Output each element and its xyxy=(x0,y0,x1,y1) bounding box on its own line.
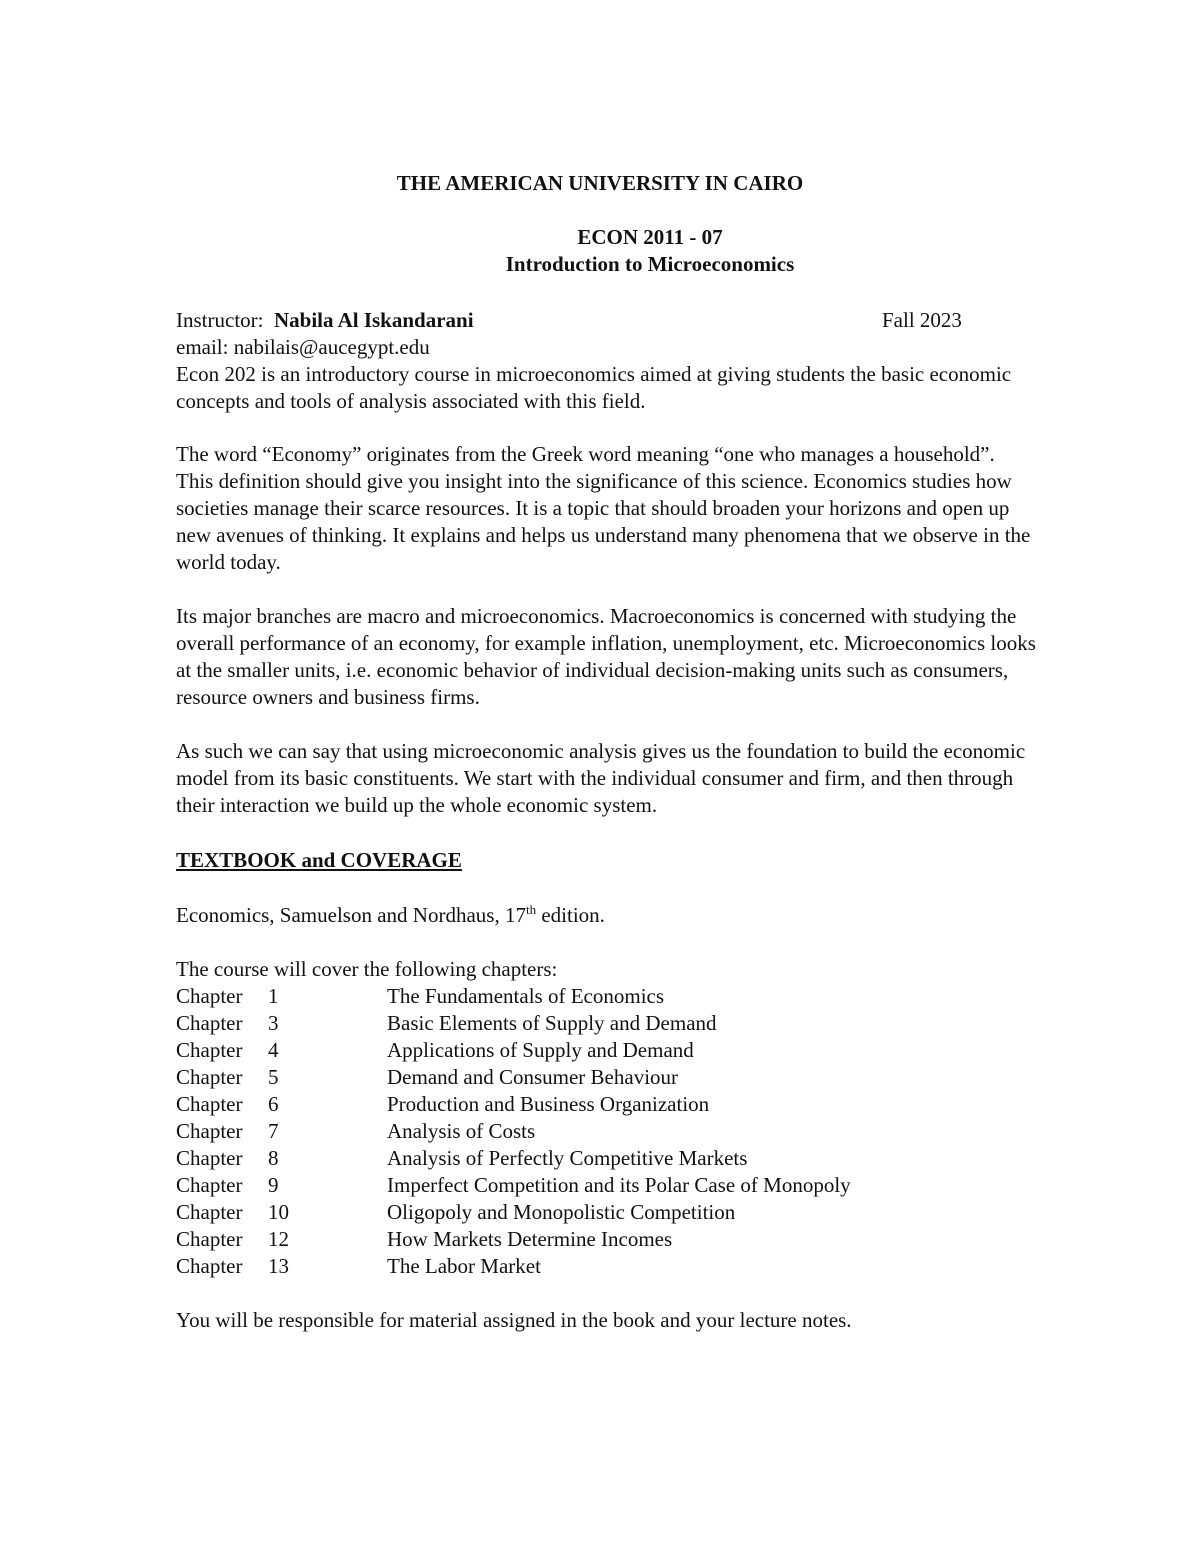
chapter-label: Chapter xyxy=(176,1092,243,1116)
chapter-number: 8 xyxy=(268,1146,279,1170)
intro-text: Econ 202 is an introductory course in microeconomics aimed at giving students the basic economic concepts and tools of analysis associated with this field. xyxy=(176,362,1012,413)
foundation-text: As such we can say that using microeconomic analysis gives us the foundation to build the economic model from its basic constituents. We start with the individual consumer and firm, and then through their interaction we build up the whole economic system. xyxy=(176,739,1026,817)
chapter-label: Chapter xyxy=(176,1119,243,1143)
chapter-title: Demand and Consumer Behaviour xyxy=(387,1065,679,1089)
chapter-number: 13 xyxy=(268,1254,289,1278)
instructor-label: Instructor: xyxy=(176,308,264,332)
chapter-row xyxy=(176,1037,1076,1064)
instructor-line xyxy=(176,307,474,334)
chapter-title: Applications of Supply and Demand xyxy=(387,1038,694,1062)
chapter-label: Chapter xyxy=(176,1227,243,1251)
chapter-label: Chapter xyxy=(176,1011,243,1035)
chapter-row xyxy=(176,1253,1076,1280)
economy-text: The word “Economy” originates from the Greek word meaning “one who manages a household”. This definition should give you insight into the significance of this science. Economics studies how societies manage their scarce resources. It is a topic that should broaden your horizons and open up new avenues of thinking. It explains and helps us understand many phenomena that we observe in the world today. xyxy=(176,442,1031,574)
branches-paragraph xyxy=(176,603,1036,711)
textbook-edition-sup: th xyxy=(525,902,537,917)
chapter-title: Oligopoly and Monopolistic Competition xyxy=(387,1200,736,1224)
chapter-label: Chapter xyxy=(176,1038,243,1062)
chapter-title: The Fundamentals of Economics xyxy=(387,984,665,1008)
chapter-label: Chapter xyxy=(176,1200,243,1224)
chapter-row xyxy=(176,1010,1076,1037)
closing-note: You will be responsible for material assigned in the book and your lecture notes. xyxy=(176,1308,852,1332)
email-line: email: nabilais@aucegypt.edu xyxy=(176,335,430,359)
chapter-number: 1 xyxy=(268,984,279,1008)
foundation-paragraph xyxy=(176,738,1036,819)
chapter-title: Imperfect Competition and its Polar Case of Monopoly xyxy=(387,1173,851,1197)
chapter-title: The Labor Market xyxy=(387,1254,541,1278)
course-title: Introduction to Microeconomics xyxy=(505,252,795,276)
chapter-title: How Markets Determine Incomes xyxy=(387,1227,673,1251)
chapter-row xyxy=(176,983,1076,1010)
chapter-list xyxy=(176,983,1076,1280)
chapters-intro: The course will cover the following chapters: xyxy=(176,957,558,981)
chapter-title: Analysis of Perfectly Competitive Markets xyxy=(387,1146,748,1170)
chapter-title: Analysis of Costs xyxy=(387,1119,536,1143)
chapter-number: 7 xyxy=(268,1119,279,1143)
course-code: ECON 2011 - 07 xyxy=(577,225,723,249)
chapter-row xyxy=(176,1064,1076,1091)
economy-paragraph xyxy=(176,441,1036,576)
chapter-label: Chapter xyxy=(176,1146,243,1170)
intro-paragraph xyxy=(176,361,1036,415)
chapter-label: Chapter xyxy=(176,1065,243,1089)
chapter-label: Chapter xyxy=(176,984,243,1008)
chapter-row xyxy=(176,1091,1076,1118)
chapter-row xyxy=(176,1172,1076,1199)
chapter-row xyxy=(176,1226,1076,1253)
chapter-number: 10 xyxy=(268,1200,289,1224)
textbook-heading: TEXTBOOK and COVERAGE xyxy=(176,848,462,872)
chapter-row xyxy=(176,1199,1076,1226)
chapter-number: 3 xyxy=(268,1011,279,1035)
chapter-label: Chapter xyxy=(176,1173,243,1197)
instructor-name: Nabila Al Iskandarani xyxy=(273,308,474,332)
branches-text: Its major branches are macro and microeconomics. Macroeconomics is concerned with studying the overall performance of an economy, for example inflation, unemployment, etc. Microeconomics looks at the smaller units, i.e. economic behavior of individual decision-making units such as consumers, resource owners and business firms. xyxy=(176,604,1036,709)
chapter-title: Production and Business Organization xyxy=(387,1092,710,1116)
chapter-number: 6 xyxy=(268,1092,279,1116)
chapter-row xyxy=(176,1118,1076,1145)
chapter-number: 5 xyxy=(268,1065,279,1089)
term: Fall 2023 xyxy=(882,308,962,332)
chapter-label: Chapter xyxy=(176,1254,243,1278)
chapter-title: Basic Elements of Supply and Demand xyxy=(387,1011,717,1035)
textbook-citation xyxy=(176,902,605,929)
university-name: THE AMERICAN UNIVERSITY IN CAIRO xyxy=(396,171,804,195)
textbook-suffix: edition. xyxy=(536,903,605,927)
chapter-row xyxy=(176,1145,1076,1172)
chapter-number: 4 xyxy=(268,1038,279,1062)
chapter-number: 9 xyxy=(268,1173,279,1197)
textbook-prefix: Economics, Samuelson and Nordhaus, 17 xyxy=(176,903,526,927)
chapter-number: 12 xyxy=(268,1227,289,1251)
